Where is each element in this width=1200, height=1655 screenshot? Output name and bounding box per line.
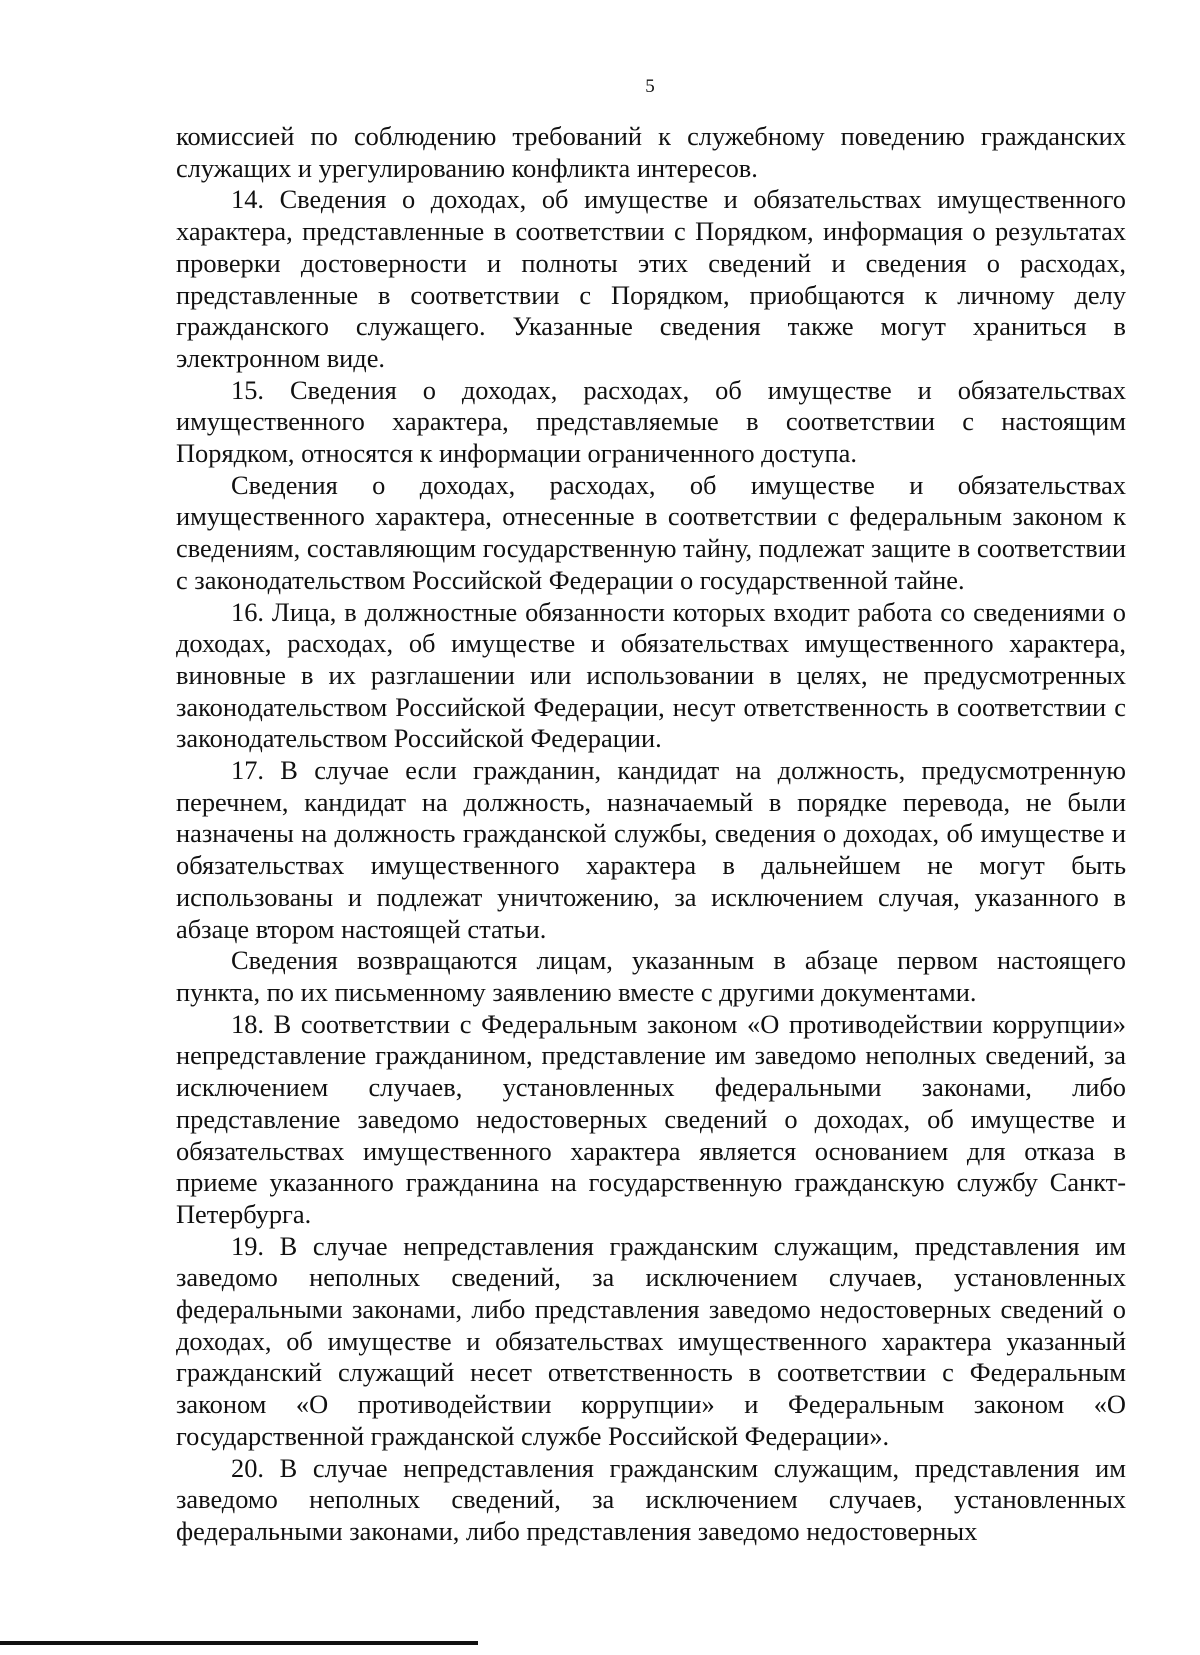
paragraph-item-16: 16. Лица, в должностные обязанности которых входит работа со сведениями о доходах, расходах, об имуществе и обязательствах имущественного характера, виновные в их разглашении или использовании в целях, не предусмотренных законодательством Российской Федерации, несут ответственность в соответствии с законодательством Российской Федерации. [176, 596, 1126, 754]
paragraph-continuation-13: комиссией по соблюдению требований к служебному поведению гражданских служащих и урегулированию конфликта интересов. [176, 121, 1126, 183]
paragraph-item-14: 14. Сведения о доходах, об имуществе и обязательствах имущественного характера, представленные в соответствии с Порядком, информация о результатах проверки достоверности и полноты этих сведений и сведения о расходах, представленные в соответствии с Порядком, приобщаются к личному делу гражданского служащего. Указанные сведения также могут храниться в электронном виде. [176, 184, 1126, 373]
document-body [176, 121, 1126, 1548]
paragraph-item-20: 20. В случае непредставления гражданским служащим, представления им заведомо неполных сведений, за исключением случаев, установленных федеральными законами, либо представления заведомо недостоверных [176, 1452, 1126, 1546]
paragraph-item-19: 19. В случае непредставления гражданским служащим, представления им заведомо неполных сведений, за исключением случаев, установленных федеральными законами, либо представления заведомо недостоверных сведений о доходах, об имуществе и обязательствах имущественного характера указанный гражданский служащий несет ответственность в соответствии с Федеральным законом «О противодействии коррупции» и Федеральным законом «О государственной гражданской службе Российской Федерации». [176, 1230, 1126, 1451]
paragraph-item-17-part-2: Сведения возвращаются лицам, указанным в абзаце первом настоящего пункта, по их письменному заявлению вместе с другими документами. [176, 945, 1126, 1007]
page-number: 5 [645, 76, 655, 97]
paragraph-item-15-part-2: Сведения о доходах, расходах, об имуществе и обязательствах имущественного характера, отнесенные в соответствии с федеральным законом к сведениям, составляющим государственную тайну, подлежат защите в соответствии с законодательством Российской Федерации о государственной тайне. [176, 469, 1126, 595]
paragraph-item-18: 18. В соответствии с Федеральным законом «О противодействии коррупции» непредставление гражданином, представление им заведомо неполных сведений, за исключением случаев, установленных федеральными законами, либо представление заведомо недостоверных сведений о доходах, об имуществе и обязательствах имущественного характера является основанием для отказа в приеме указанного гражданина на государственную гражданскую службу Санкт-Петербурга. [176, 1008, 1126, 1229]
bottom-scan-edge [0, 1641, 478, 1645]
paragraph-item-17: 17. В случае если гражданин, кандидат на должность, предусмотренную перечнем, кандидат на должность, назначаемый в порядке перевода, не были назначены на должность гражданской службы, сведения о доходах, об имуществе и обязательствах имущественного характера в дальнейшем не могут быть использованы и подлежат уничтожению, за исключением случая, указанного в абзаце втором настоящей статьи. [176, 755, 1126, 944]
paragraph-item-15: 15. Сведения о доходах, расходах, об имуществе и обязательствах имущественного характера, представляемые в соответствии с настоящим Порядком, относятся к информации ограниченного доступа. [176, 374, 1126, 469]
